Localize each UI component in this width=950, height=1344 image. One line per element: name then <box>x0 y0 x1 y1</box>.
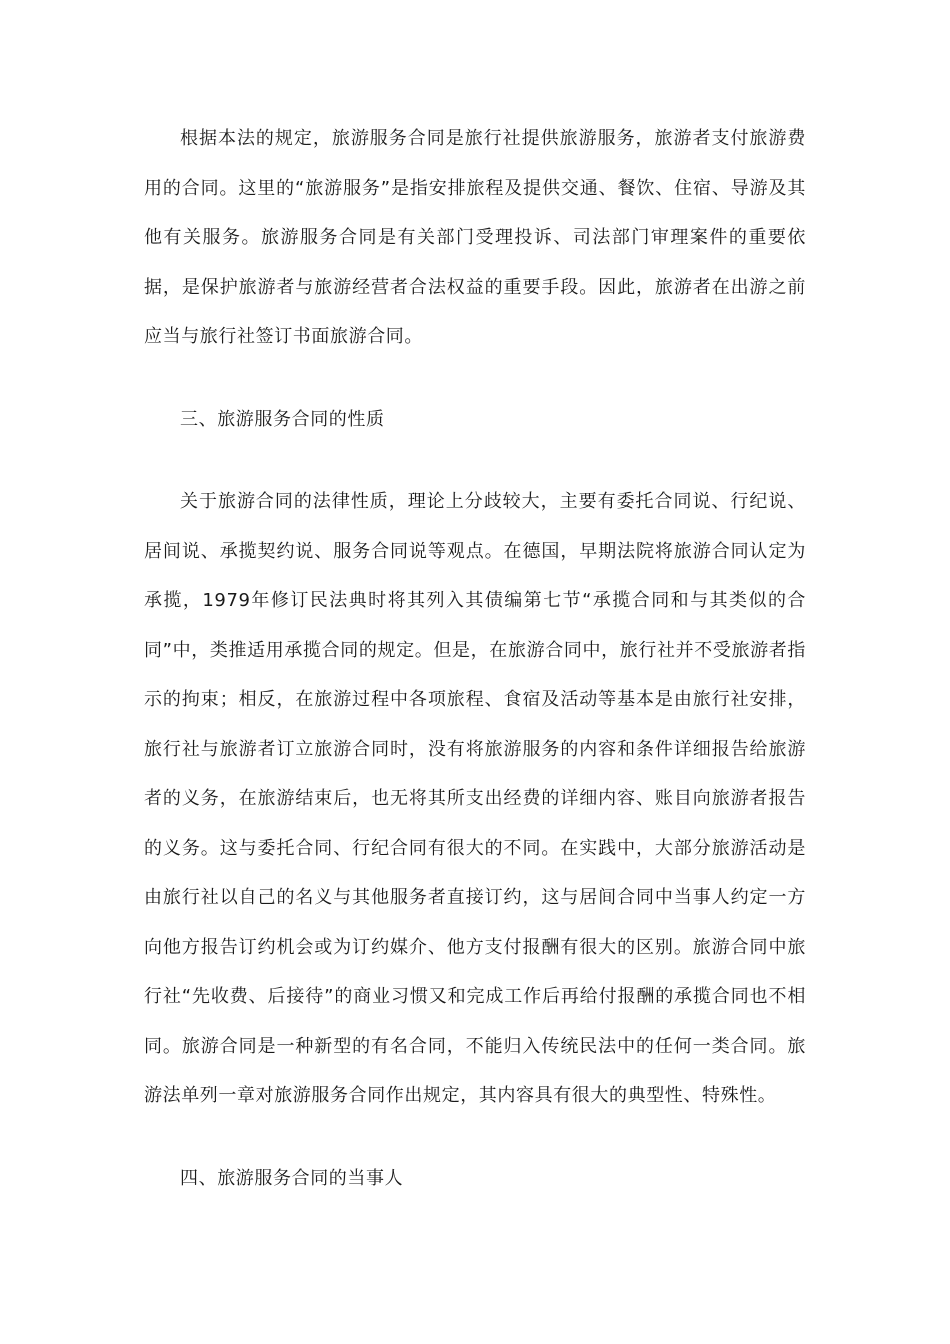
paragraph-contract-definition: 根据本法的规定，旅游服务合同是旅行社提供旅游服务，旅游者支付旅游费用的合同。这里的“旅游服务”是指安排旅程及提供交通、餐饮、住宿、导游及其他有关服务。旅游服务合同是有关部门受理投诉、司法部门审理案件的重要依据，是保护旅游者与旅游经营者合法权益的重要手段。因此，旅游者在出游之前应当与旅行社签订书面旅游合同。 <box>144 128 806 347</box>
section-heading-parties: 四、旅游服务合同的当事人 <box>180 1167 404 1189</box>
section-heading-nature: 三、旅游服务合同的性质 <box>180 408 385 430</box>
paragraph-contract-nature: 关于旅游合同的法律性质，理论上分歧较大，主要有委托合同说、行纪说、居间说、承揽契约说、服务合同说等观点。在德国，早期法院将旅游合同认定为承揽，1979年修订民法典时将其列入其债编第七节“承揽合同和与其类似的合同”中，类推适用承揽合同的规定。但是，在旅游合同中，旅行社并不受旅游者指示的拘束；相反，在旅游过程中各项旅程、食宿及活动等基本是由旅行社安排，旅行社与旅游者订立旅游合同时，没有将旅游服务的内容和条件详细报告给旅游者的义务，在旅游结束后，也无将其所支出经费的详细内容、账目向旅游者报告的义务。这与委托合同、行纪合同有很大的不同。在实践中，大部分旅游活动是由旅行社以自己的名义与其他服务者直接订约，这与居间合同中当事人约定一方向他方报告订约机会或为订约媒介、他方支付报酬有很大的区别。旅游合同中旅行社“先收费、后接待”的商业习惯又和完成工作后再给付报酬的承揽合同也不相同。旅游合同是一种新型的有名合同，不能归入传统民法中的任何一类合同。旅游法单列一章对旅游服务合同作出规定，其内容具有很大的典型性、特殊性。 <box>144 491 806 1106</box>
document-body <box>144 114 806 1203</box>
